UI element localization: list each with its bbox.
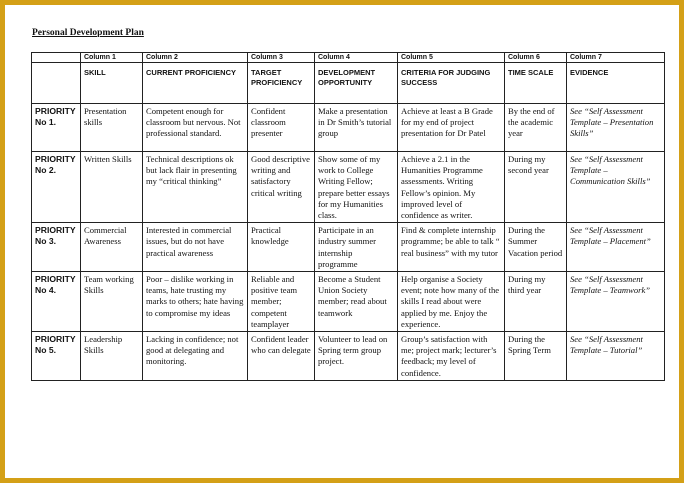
header-cell-time-scale: TIME SCALE (505, 63, 567, 104)
priority-label: PRIORITY No 5. (32, 332, 81, 381)
column-number-cell: Column 5 (398, 53, 505, 63)
column-number-cell (32, 53, 81, 63)
development-opportunity-cell: Become a Student Union Society member; read about teamwork (315, 272, 398, 332)
priority-label: PRIORITY No 4. (32, 272, 81, 332)
evidence-cell: See “Self Assessment Template – Communication Skills” (567, 152, 665, 223)
time-scale-cell: By the end of the academic year (505, 104, 567, 152)
header-cell-evidence: EVIDENCE (567, 63, 665, 104)
current-proficiency-cell: Interested in commercial issues, but do not have practical awareness (143, 223, 248, 272)
current-proficiency-cell: Technical descriptions ok but lack flair in presenting my “critical thinking” (143, 152, 248, 223)
development-opportunity-cell: Volunteer to lead on Spring term group project. (315, 332, 398, 381)
table-row (32, 104, 665, 152)
development-opportunity-cell: Show some of my work to College Writing Fellow; prepare better essays for my Humanities class. (315, 152, 398, 223)
target-proficiency-cell: Confident leader who can delegate (248, 332, 315, 381)
criteria-cell: Achieve a 2.1 in the Humanities Programme assessments. Writing Fellow’s opinion. My improved level of confidence as writer. (398, 152, 505, 223)
criteria-cell: Group’s satisfaction with me; project mark; lecturer’s feedback; my level of confidence. (398, 332, 505, 381)
time-scale-cell: During the Spring Term (505, 332, 567, 381)
evidence-cell: See “Self Assessment Template – Tutorial” (567, 332, 665, 381)
header-row (32, 63, 665, 104)
column-number-row (32, 53, 665, 63)
skill-cell: Leadership Skills (81, 332, 143, 381)
development-opportunity-cell: Make a presentation in Dr Smith’s tutorial group (315, 104, 398, 152)
development-plan-table (31, 52, 665, 381)
time-scale-cell: During my third year (505, 272, 567, 332)
time-scale-cell: During my second year (505, 152, 567, 223)
target-proficiency-cell: Good descriptive writing and satisfactory critical writing (248, 152, 315, 223)
column-number-cell: Column 6 (505, 53, 567, 63)
column-number-cell: Column 4 (315, 53, 398, 63)
evidence-cell: See “Self Assessment Template – Placement” (567, 223, 665, 272)
target-proficiency-cell: Reliable and positive team member; competent teamplayer (248, 272, 315, 332)
skill-cell: Team working Skills (81, 272, 143, 332)
column-number-cell: Column 1 (81, 53, 143, 63)
column-number-cell: Column 3 (248, 53, 315, 63)
skill-cell: Commercial Awareness (81, 223, 143, 272)
time-scale-cell: During the Summer Vacation period (505, 223, 567, 272)
current-proficiency-cell: Lacking in confidence; not good at delegating and monitoring. (143, 332, 248, 381)
table-row (32, 332, 665, 381)
criteria-cell: Find & complete internship programme; be able to talk “ real business” with my tutor (398, 223, 505, 272)
current-proficiency-cell: Poor – dislike working in teams, hate trusting my marks to others; hate having to compromise my ideas (143, 272, 248, 332)
evidence-cell: See “Self Assessment Template – Presentation Skills” (567, 104, 665, 152)
table-row (32, 152, 665, 223)
priority-label: PRIORITY No 2. (32, 152, 81, 223)
header-cell-development-opportunity: DEVELOPMENT OPPORTUNITY (315, 63, 398, 104)
document-title: Personal Development Plan (32, 28, 144, 38)
table-row (32, 272, 665, 332)
current-proficiency-cell: Competent enough for classroom but nervous. Not professional standard. (143, 104, 248, 152)
header-cell-current-proficiency: CURRENT PROFICIENCY (143, 63, 248, 104)
table-row (32, 223, 665, 272)
header-cell-skill: SKILL (81, 63, 143, 104)
priority-label: PRIORITY No 3. (32, 223, 81, 272)
skill-cell: Written Skills (81, 152, 143, 223)
criteria-cell: Help organise a Society event; note how many of the skills I read about were applied by me. Enjoy the experience. (398, 272, 505, 332)
development-opportunity-cell: Participate in an industry summer internship programme (315, 223, 398, 272)
document-page (5, 5, 679, 478)
header-cell (32, 63, 81, 104)
target-proficiency-cell: Confident classroom presenter (248, 104, 315, 152)
column-number-cell: Column 7 (567, 53, 665, 63)
priority-label: PRIORITY No 1. (32, 104, 81, 152)
evidence-cell: See “Self Assessment Template – Teamwork” (567, 272, 665, 332)
column-number-cell: Column 2 (143, 53, 248, 63)
skill-cell: Presentation skills (81, 104, 143, 152)
target-proficiency-cell: Practical knowledge (248, 223, 315, 272)
header-cell-target-proficiency: TARGET PROFICIENCY (248, 63, 315, 104)
criteria-cell: Achieve at least a B Grade for my end of project presentation for Dr Patel (398, 104, 505, 152)
header-cell-criteria: CRITERIA FOR JUDGING SUCCESS (398, 63, 505, 104)
